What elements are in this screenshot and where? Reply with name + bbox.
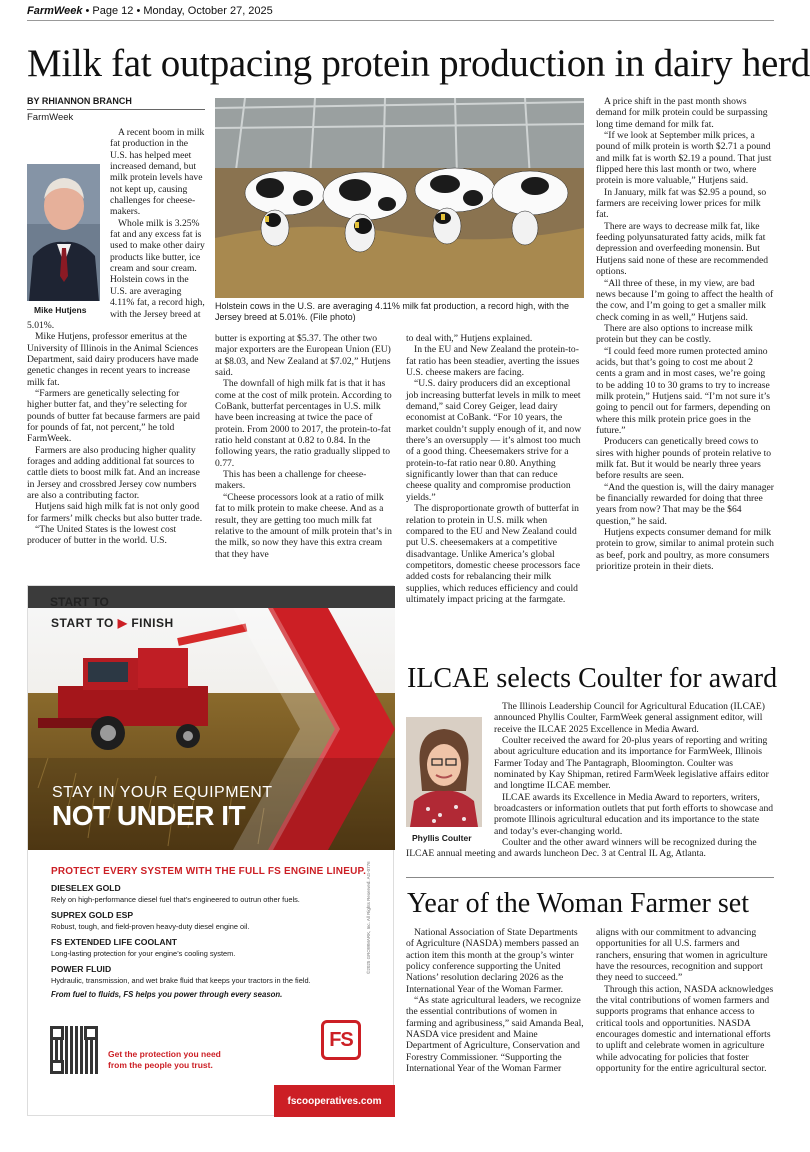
paragraph: There are also options to increase milk protein but they can be costly.	[596, 322, 753, 346]
paragraph: National Association of State Departments of Agriculture (NASDA) members passed an action item this month at the group’s winter policy conference supporting the United Nations’ resolution declaring 2026 as the International Year of the Woman Farmer.	[406, 927, 579, 995]
website-link[interactable]: fscooperatives.com	[287, 1095, 382, 1107]
finish-text: FINISH	[131, 616, 174, 630]
ad-start-to: START TO	[50, 595, 109, 609]
coulter-portrait-photo	[406, 717, 482, 827]
coulter-portrait-float	[406, 717, 486, 845]
article1-column-2	[215, 333, 393, 578]
ad-cta: Get the protection you need from the people you trust.	[108, 1049, 221, 1070]
hutjens-portrait-photo	[27, 164, 100, 301]
paragraph: Coulter and the other award winners will be recognized during the ILCAE annual meeting and awards luncheon Dec. 3 at Central IL Ag, Atlanta.	[406, 837, 757, 860]
article1-column-3	[406, 333, 584, 645]
hutjens-portrait-float	[27, 164, 104, 316]
paragraph: Producers can genetically breed cows to sires with higher pounds of protein relative to milk fat. But it would be nearly three years before results are seen.	[596, 436, 772, 482]
ad-hero-image	[28, 595, 395, 850]
paragraph: “The United States is the lowest cost producer of butter in the world. U.S.	[27, 524, 177, 547]
paragraph: “If we look at September milk prices, a pound of milk protein is worth $2.71 a pound and milk fat is worth $2.19 a pound. That just flipped here this last month or two, where protein is more valuable,” Hutjens said.	[596, 130, 772, 187]
paragraph: In the EU and New Zealand the protein-to-fat ratio has been steadier, averting the issues U.S. cheese makers are facing.	[406, 344, 580, 379]
paragraph: This has been a challenge for cheese-makers.	[215, 469, 367, 492]
hutjens-portrait-caption: Mike Hutjens	[34, 305, 87, 316]
paragraph: aligns with our commitment to advancing opportunities for all U.S. farmers and ranchers, ensuring that women in agriculture have the resources, recognition and support they need to succeed.”	[596, 927, 768, 984]
byline-org: FarmWeek	[27, 112, 74, 123]
ad-fine-print: ©2025 GROWMARK, Inc. All Rights Reserved. AG-0776	[366, 861, 371, 974]
photo-caption: Holstein cows in the U.S. are averaging 4.11% milk fat production, a record high, with the Jersey breed at 5.01%. (File photo)	[215, 301, 570, 322]
ad-tagline: From fuel to fluids, FS helps you power through every season.	[51, 990, 283, 999]
product-name: SUPREX GOLD ESP	[51, 910, 134, 920]
qr-code[interactable]	[50, 1026, 98, 1074]
start-finish-label: START TO ▶ FINISH	[51, 616, 174, 630]
article1-column-1	[27, 127, 205, 577]
ad-copy	[51, 861, 381, 999]
paragraph: The disproportionate growth of butterfat in relation to protein in U.S. milk when compared to the EU and New Zealand could put U.S. cheesemakers at a competitive disadvantage. Unlike America’s global competitors, domestic cheese processors face added costs for rebalancing their milk supplies, which reduces efficiency and could ultimately impact pricing at the farmgate.	[406, 503, 580, 605]
paragraph: There are ways to decrease milk fat, like feeding polyunsaturated fatty acids, milk fat depression and overfeeding monensin. But Hutjens said none of these are recommended options.	[596, 220, 769, 278]
ad-headline: PROTECT EVERY SYSTEM WITH THE FULL FS ENGINE LINEUP.	[51, 866, 367, 877]
product-name: DIESELEX GOLD	[51, 883, 121, 893]
paragraph: Whole milk is 3.25% fat and any excess fat is used to make other dairy products like butter, ice cream and sour cream. Holstein cows in the U.S. are averaging 4.11% fat, a record high, with the Jersey breed at 5.01%.	[27, 217, 205, 331]
fs-advertisement	[27, 585, 394, 1116]
product-name: FS EXTENDED LIFE COOLANT	[51, 937, 178, 947]
product-description: Rely on high-performance diesel fuel that’s engineered to outrun other fuels.	[51, 895, 300, 904]
start-to-text: START TO	[51, 616, 114, 630]
slogan-line-1: STAY IN YOUR EQUIPMENT	[52, 784, 273, 801]
paragraph: The Illinois Leadership Council for Agricultural Education (ILCAE) announced Phyllis Coulter, FarmWeek general assignment editor, will receive the ILCAE 2025 Excellence in Media Award.	[494, 701, 765, 735]
paragraph: Mike Hutjens, professor emeritus at the University of Illinois in the Animal Sciences Department, said dairy producers have made genetic changes in recent years to increase milk fat.	[27, 331, 199, 388]
paragraph: Hutjens expects consumer demand for milk protein to grow, similar to animal protein such as beef, pork and poultry, as more consumers prioritize protein in their diets.	[596, 527, 774, 573]
ilcae-body	[406, 701, 774, 871]
paragraph: “As state agricultural leaders, we recognize the essential contributions of women in farming and agribusiness,” said Amanda Beal, NASDA vice president and Maine Department of Agriculture, Conservation and Forestry Commissioner. “Supporting the International Year of the Woman Farmer	[406, 995, 584, 1075]
paragraph: Coulter received the award for 20-plus years of reporting and writing about agriculture education and its importance for FarmWeek, Illinois Farmer Today and The Pantagraph, Bloomington. Coulter was nominated by Kay Shipman, retired FarmWeek legislative affairs editor and longtime ILCAE member.	[494, 735, 769, 792]
woman-farmer-headline: Year of the Woman Farmer set	[407, 888, 749, 919]
folio	[27, 5, 273, 17]
cows-illustration	[215, 98, 584, 298]
top-rule	[27, 20, 774, 21]
product-description: Robust, tough, and field-proven heavy-duty diesel engine oil.	[51, 922, 250, 931]
paragraph: The downfall of high milk fat is that it has come at the cost of milk protein. According to CoBank, butterfat percentages in U.S. milk have been increasing at twice the pace of protein. From 2000 to 2017, the protein-to-fat ratio held constant at 0.82 to 0.84. In the following years, the ratio gradually slipped to 0.77.	[215, 378, 392, 469]
slogan-line-2: NOT UNDER IT	[52, 800, 246, 831]
paragraph: A recent boom in milk fat production in the U.S. has helped meet increased demand, but milk protein levels have not kept up, causing challenges for cheese-makers.	[110, 127, 205, 218]
paragraph: A price shift in the past month shows demand for milk protein could be surpassing long time demand for milk fat.	[596, 96, 768, 130]
main-headline: Milk fat outpacing protein production in dairy herd	[27, 42, 810, 85]
byline-rule	[27, 109, 205, 110]
product-name: POWER FLUID	[51, 964, 112, 974]
product-description: Hydraulic, transmission, and wet brake fluid that keeps your tractors in the field.	[51, 976, 311, 985]
fs-logo	[321, 1020, 361, 1060]
ad-slogan	[52, 784, 273, 832]
ilcae-headline: ILCAE selects Coulter for award	[407, 663, 778, 694]
paragraph: “Cheese processors look at a ratio of milk fat to milk protein to make cheese. And as a result, they are getting too much milk fat relative to the amount of milk protein that’s in the milk, so now they have this extra cream that they have	[215, 491, 392, 560]
byline: BY RHIANNON BRANCH	[27, 96, 132, 106]
website-bar[interactable]	[274, 1085, 395, 1117]
product-description: Long-lasting protection for your engine’s cooling system.	[51, 949, 236, 958]
publication-name: FarmWeek	[27, 5, 83, 17]
fs-logo-text: FS	[329, 1028, 353, 1051]
paragraph: “And the question is, will the dairy manager be financially rewarded for doing that three years from now? That may be the $64 question,” he said.	[596, 481, 774, 527]
woman-farmer-column-1	[406, 927, 584, 1119]
paragraph: butter is exporting at $5.37. The other two major exporters are the European Union (EU) at $8.03, and New Zealand at $7.02,” Hutjens said.	[215, 333, 391, 379]
paragraph: “I could feed more rumen protected amino acids, but that’s going to cost me about 2 cents a gram and in most cases, we’re going to be adding 10 to 30 grams to try to increase milk protein,” Hutjens said. “I’m not sure it’s going to pencil out for farmers, depending on where this milk protein price goes in the future.”	[596, 345, 771, 436]
section-rule	[406, 877, 774, 878]
article1-column-4	[596, 96, 774, 648]
paragraph: “Farmers are genetically selecting for higher butter fat, and they’re selecting for pounds of butter fat because farmers are paid for pounds of fat, not percent,” he told FarmWeek.	[27, 387, 200, 445]
paragraph: ILCAE awards its Excellence in Media Award to reporters, writers, broadcasters or information outlets that put forth efforts to showcase and promote Illinois agricultural education and its importance to the state and today’s ever-changing world.	[494, 791, 774, 837]
paragraph: to deal with,” Hutjens explained.	[406, 333, 533, 344]
paragraph: Farmers are also producing higher quality forages and adding additional fat sources to cattle diets to boost milk fat. And an increase in Jersey and crossbred Jersey cow numbers are also a contributing factor.	[27, 444, 200, 501]
woman-farmer-column-2	[596, 927, 774, 1119]
coulter-portrait-caption: Phyllis Coulter	[412, 833, 472, 844]
paragraph: In January, milk fat was $2.95 a pound, so farmers are receiving lower prices for milk fat.	[596, 186, 767, 221]
paragraph: Hutjens said high milk fat is not only good for farmers’ milk checks but also butter trade.	[27, 501, 203, 524]
folio-meta: • Page 12 • Monday, October 27, 2025	[82, 5, 273, 17]
paragraph: “U.S. dairy producers did an exceptional job increasing butterfat levels in milk to meet demand,” said Corey Geiger, lead dairy economist at CoBank. “For 10 years, the market couldn’t supply enough of it, and now there’s an oversupply — it’s almost too much of a good thing. Cheesemakers strive for a protein-to-fat ratio near 0.80. Anything significantly lower than that can reduce cheese quality and compromise production yields.”	[406, 378, 582, 503]
paragraph: Through this action, NASDA acknowledges the vital contributions of women farmers and supports programs that enhance access to critical tools and opportunities. NASDA encourages domestic and international efforts to uplift and celebrate women in agriculture while advocating for policies that foster opportunity for the entire agricultural sector.	[596, 983, 774, 1075]
holstein-cows-photo	[215, 98, 584, 298]
paragraph: “All three of these, in my view, are bad news because I’m going to affect the health of the cow, and I’m going to get a smaller milk check coming in as well,” Hutjens said.	[596, 277, 774, 323]
